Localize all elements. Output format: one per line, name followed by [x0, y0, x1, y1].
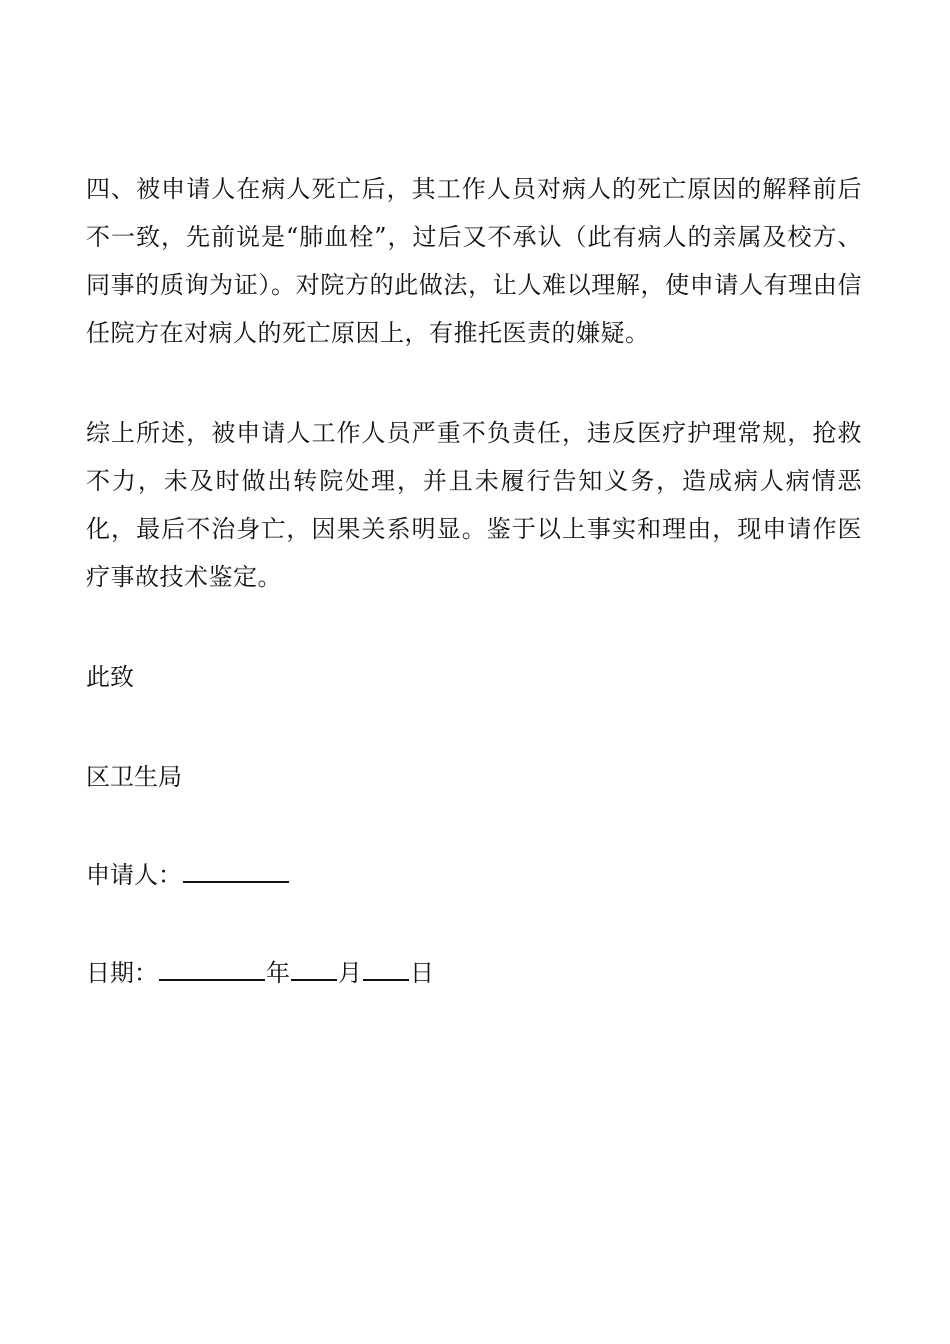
closing-salutation: 此致 [86, 663, 134, 691]
month-label: 月 [338, 959, 362, 987]
applicant-line [86, 851, 862, 899]
applicant-label: 申请人： [86, 861, 182, 889]
recipient-name: 区卫生局 [86, 763, 182, 791]
applicant-blank [183, 859, 289, 883]
year-blank [159, 957, 265, 981]
day-blank [363, 957, 409, 981]
month-blank [291, 957, 337, 981]
date-label: 日期： [86, 959, 158, 987]
day-label: 日 [410, 959, 434, 987]
date-line [86, 949, 862, 997]
year-label: 年 [266, 959, 290, 987]
paragraph-point-four: 四、被申请人在病人死亡后，其工作人员对病人的死亡原因的解释前后不一致，先前说是“肺血栓”，过后又不承认（此有病人的亲属及校方、同事的质询为证）。对院方的此做法，让人难以理解，使申请人有理由信任院方在对病人的死亡原因上，有推托医责的嫌疑。 [86, 175, 862, 347]
paragraph-summary: 综上所述，被申请人工作人员严重不负责任，违反医疗护理常规，抢救不力，未及时做出转院处理，并且未履行告知义务，造成病人病情恶化，最后不治身亡，因果关系明显。鉴于以上事实和理由，现申请作医疗事故技术鉴定。 [86, 419, 862, 591]
document-body [86, 165, 862, 997]
